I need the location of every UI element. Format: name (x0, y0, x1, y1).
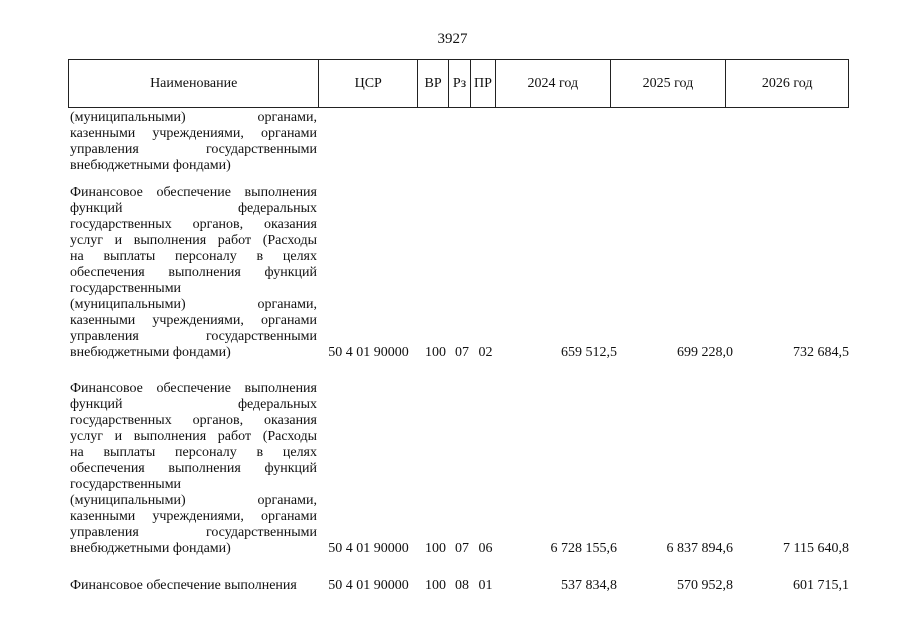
header-name: Наименование (69, 60, 319, 107)
row-name-line: управления государственными (70, 142, 317, 157)
row-rz (451, 158, 473, 174)
table-row (68, 578, 849, 594)
row-2026: 732 684,5 (793, 345, 849, 360)
row-name-line: на выплаты персоналу в целях (70, 249, 317, 264)
row-rz: 07 (455, 541, 469, 556)
row-name-line: управления государственными (70, 329, 317, 344)
row-name-line: услуг и выполнения работ (Расходы (70, 429, 317, 444)
header-rz: Рз (449, 60, 471, 107)
row-name-line: государственными (70, 281, 182, 296)
row-2025: 699 228,0 (677, 345, 733, 360)
row-rz: 07 (455, 345, 469, 360)
row-vr: 100 (425, 541, 446, 556)
row-name-line: (муниципальными) органами, (70, 493, 317, 508)
table-row (68, 381, 849, 557)
row-csr: 50 4 01 90000 (328, 578, 409, 593)
row-2025 (613, 158, 733, 174)
row-name-line: государственными (70, 477, 182, 492)
row-2024: 537 834,8 (561, 578, 617, 593)
row-name (70, 185, 317, 361)
row-2026: 601 715,1 (793, 578, 849, 593)
header-pr: ПР (471, 60, 496, 107)
row-name-line: обеспечения выполнения функций (70, 265, 317, 280)
header-vr: ВР (418, 60, 449, 107)
header-2026: 2026 год (761, 75, 813, 91)
row-name (70, 578, 317, 594)
header-csr: ЦСР (319, 60, 418, 107)
row-pr (473, 158, 498, 174)
row-name-line: управления государственными (70, 525, 317, 540)
row-vr (420, 158, 451, 174)
table-header (68, 59, 849, 108)
row-name-line: Финансовое обеспечение выполнения (70, 381, 317, 396)
page-number: 3927 (437, 31, 468, 47)
row-name-line: внебюджетными фондами) (70, 158, 231, 173)
row-name-line: Финансовое обеспечение выполнения (70, 185, 317, 200)
row-name-line: (муниципальными) органами, (70, 110, 317, 125)
row-2026: 7 115 640,8 (783, 541, 849, 556)
row-name-line: Финансовое обеспечение выполнения (70, 578, 297, 593)
row-name-line: внебюджетными фондами) (70, 541, 231, 556)
row-name-line: функций федеральных (70, 397, 317, 412)
row-2024 (498, 158, 617, 174)
row-name-line: казенными учреждениями, органами (70, 313, 317, 328)
row-name-line: казенными учреждениями, органами (70, 126, 317, 141)
row-csr (320, 158, 417, 174)
table-row (68, 185, 849, 361)
row-name (70, 110, 317, 174)
row-name-line: на выплаты персоналу в целях (70, 445, 317, 460)
row-name-line: (муниципальными) органами, (70, 297, 317, 312)
header-2025: 2025 год (611, 60, 727, 107)
row-csr: 50 4 01 90000 (328, 345, 409, 360)
row-vr: 100 (425, 578, 446, 593)
row-pr: 02 (478, 345, 493, 360)
row-name-line: государственных органов, оказания (70, 413, 317, 428)
table-row (68, 110, 849, 174)
row-vr: 100 (425, 345, 446, 360)
row-2026 (729, 158, 849, 174)
row-name-line: обеспечения выполнения функций (70, 461, 317, 476)
row-rz: 08 (455, 578, 469, 593)
row-name-line: казенными учреждениями, органами (70, 509, 317, 524)
header-2024: 2024 год (496, 60, 611, 107)
row-csr: 50 4 01 90000 (328, 541, 409, 556)
row-2025: 570 952,8 (677, 578, 733, 593)
row-name (70, 381, 317, 557)
row-2024: 659 512,5 (561, 345, 617, 360)
row-2024: 6 728 155,6 (550, 541, 617, 556)
row-2025: 6 837 894,6 (666, 541, 733, 556)
row-name-line: государственных органов, оказания (70, 217, 317, 232)
row-pr: 01 (478, 578, 493, 593)
row-pr: 06 (478, 541, 493, 556)
row-name-line: функций федеральных (70, 201, 317, 216)
row-name-line: внебюджетными фондами) (70, 345, 231, 360)
row-name-line: услуг и выполнения работ (Расходы (70, 233, 317, 248)
